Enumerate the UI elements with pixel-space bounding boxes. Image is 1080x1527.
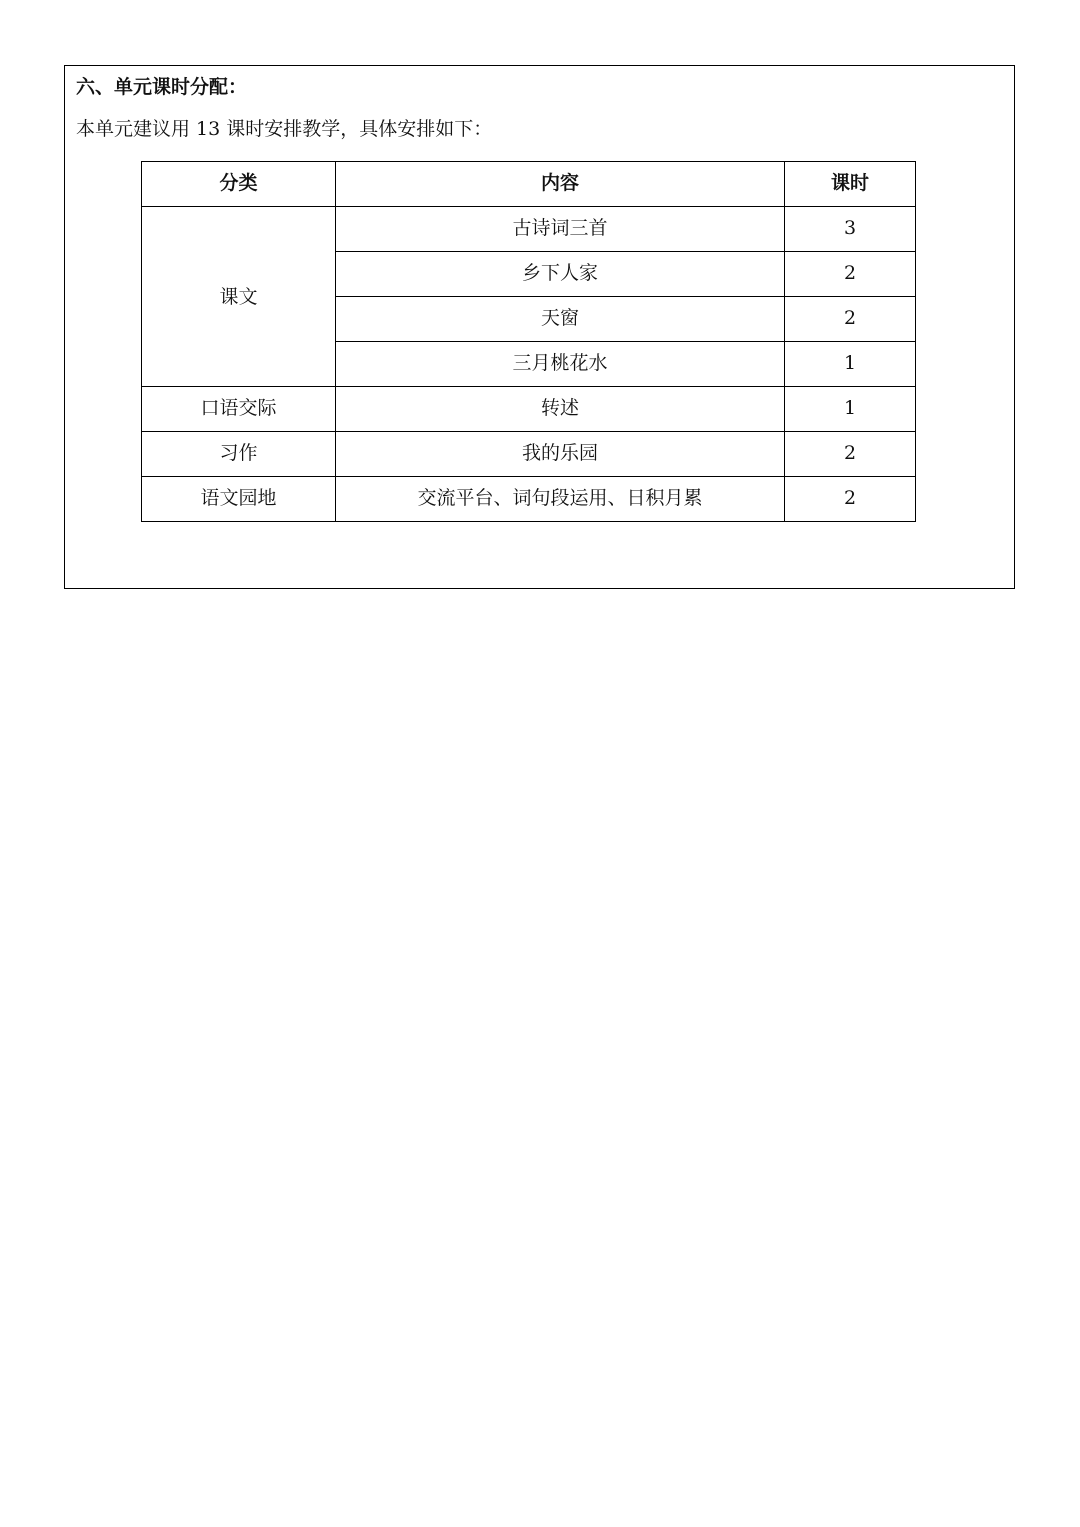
hours-cell: 2 bbox=[785, 252, 916, 297]
table-header-row bbox=[142, 162, 916, 207]
content-cell: 天窗 bbox=[336, 297, 785, 342]
header-hours: 课时 bbox=[785, 162, 916, 207]
intro-text: 本单元建议用 13 课时安排教学，具体安排如下： bbox=[76, 118, 493, 140]
lesson-schedule-table bbox=[141, 161, 916, 522]
section-heading: 六、单元课时分配： bbox=[76, 76, 248, 98]
hours-cell: 2 bbox=[785, 432, 916, 477]
category-cell: 口语交际 bbox=[142, 387, 336, 432]
hours-cell: 2 bbox=[785, 477, 916, 522]
table-row bbox=[142, 207, 916, 252]
hours-cell: 2 bbox=[785, 297, 916, 342]
hours-cell: 3 bbox=[785, 207, 916, 252]
category-cell: 习作 bbox=[142, 432, 336, 477]
content-cell: 古诗词三首 bbox=[336, 207, 785, 252]
content-cell: 转述 bbox=[336, 387, 785, 432]
table-row bbox=[142, 432, 916, 477]
header-content: 内容 bbox=[336, 162, 785, 207]
header-category: 分类 bbox=[142, 162, 336, 207]
content-cell: 我的乐园 bbox=[336, 432, 785, 477]
category-cell: 课文 bbox=[142, 207, 336, 387]
content-cell: 三月桃花水 bbox=[336, 342, 785, 387]
table-row bbox=[142, 387, 916, 432]
content-cell: 交流平台、词句段运用、日积月累 bbox=[336, 477, 785, 522]
hours-cell: 1 bbox=[785, 342, 916, 387]
content-cell: 乡下人家 bbox=[336, 252, 785, 297]
category-cell: 语文园地 bbox=[142, 477, 336, 522]
hours-cell: 1 bbox=[785, 387, 916, 432]
table-row bbox=[142, 477, 916, 522]
lesson-allocation-section bbox=[64, 65, 1015, 589]
